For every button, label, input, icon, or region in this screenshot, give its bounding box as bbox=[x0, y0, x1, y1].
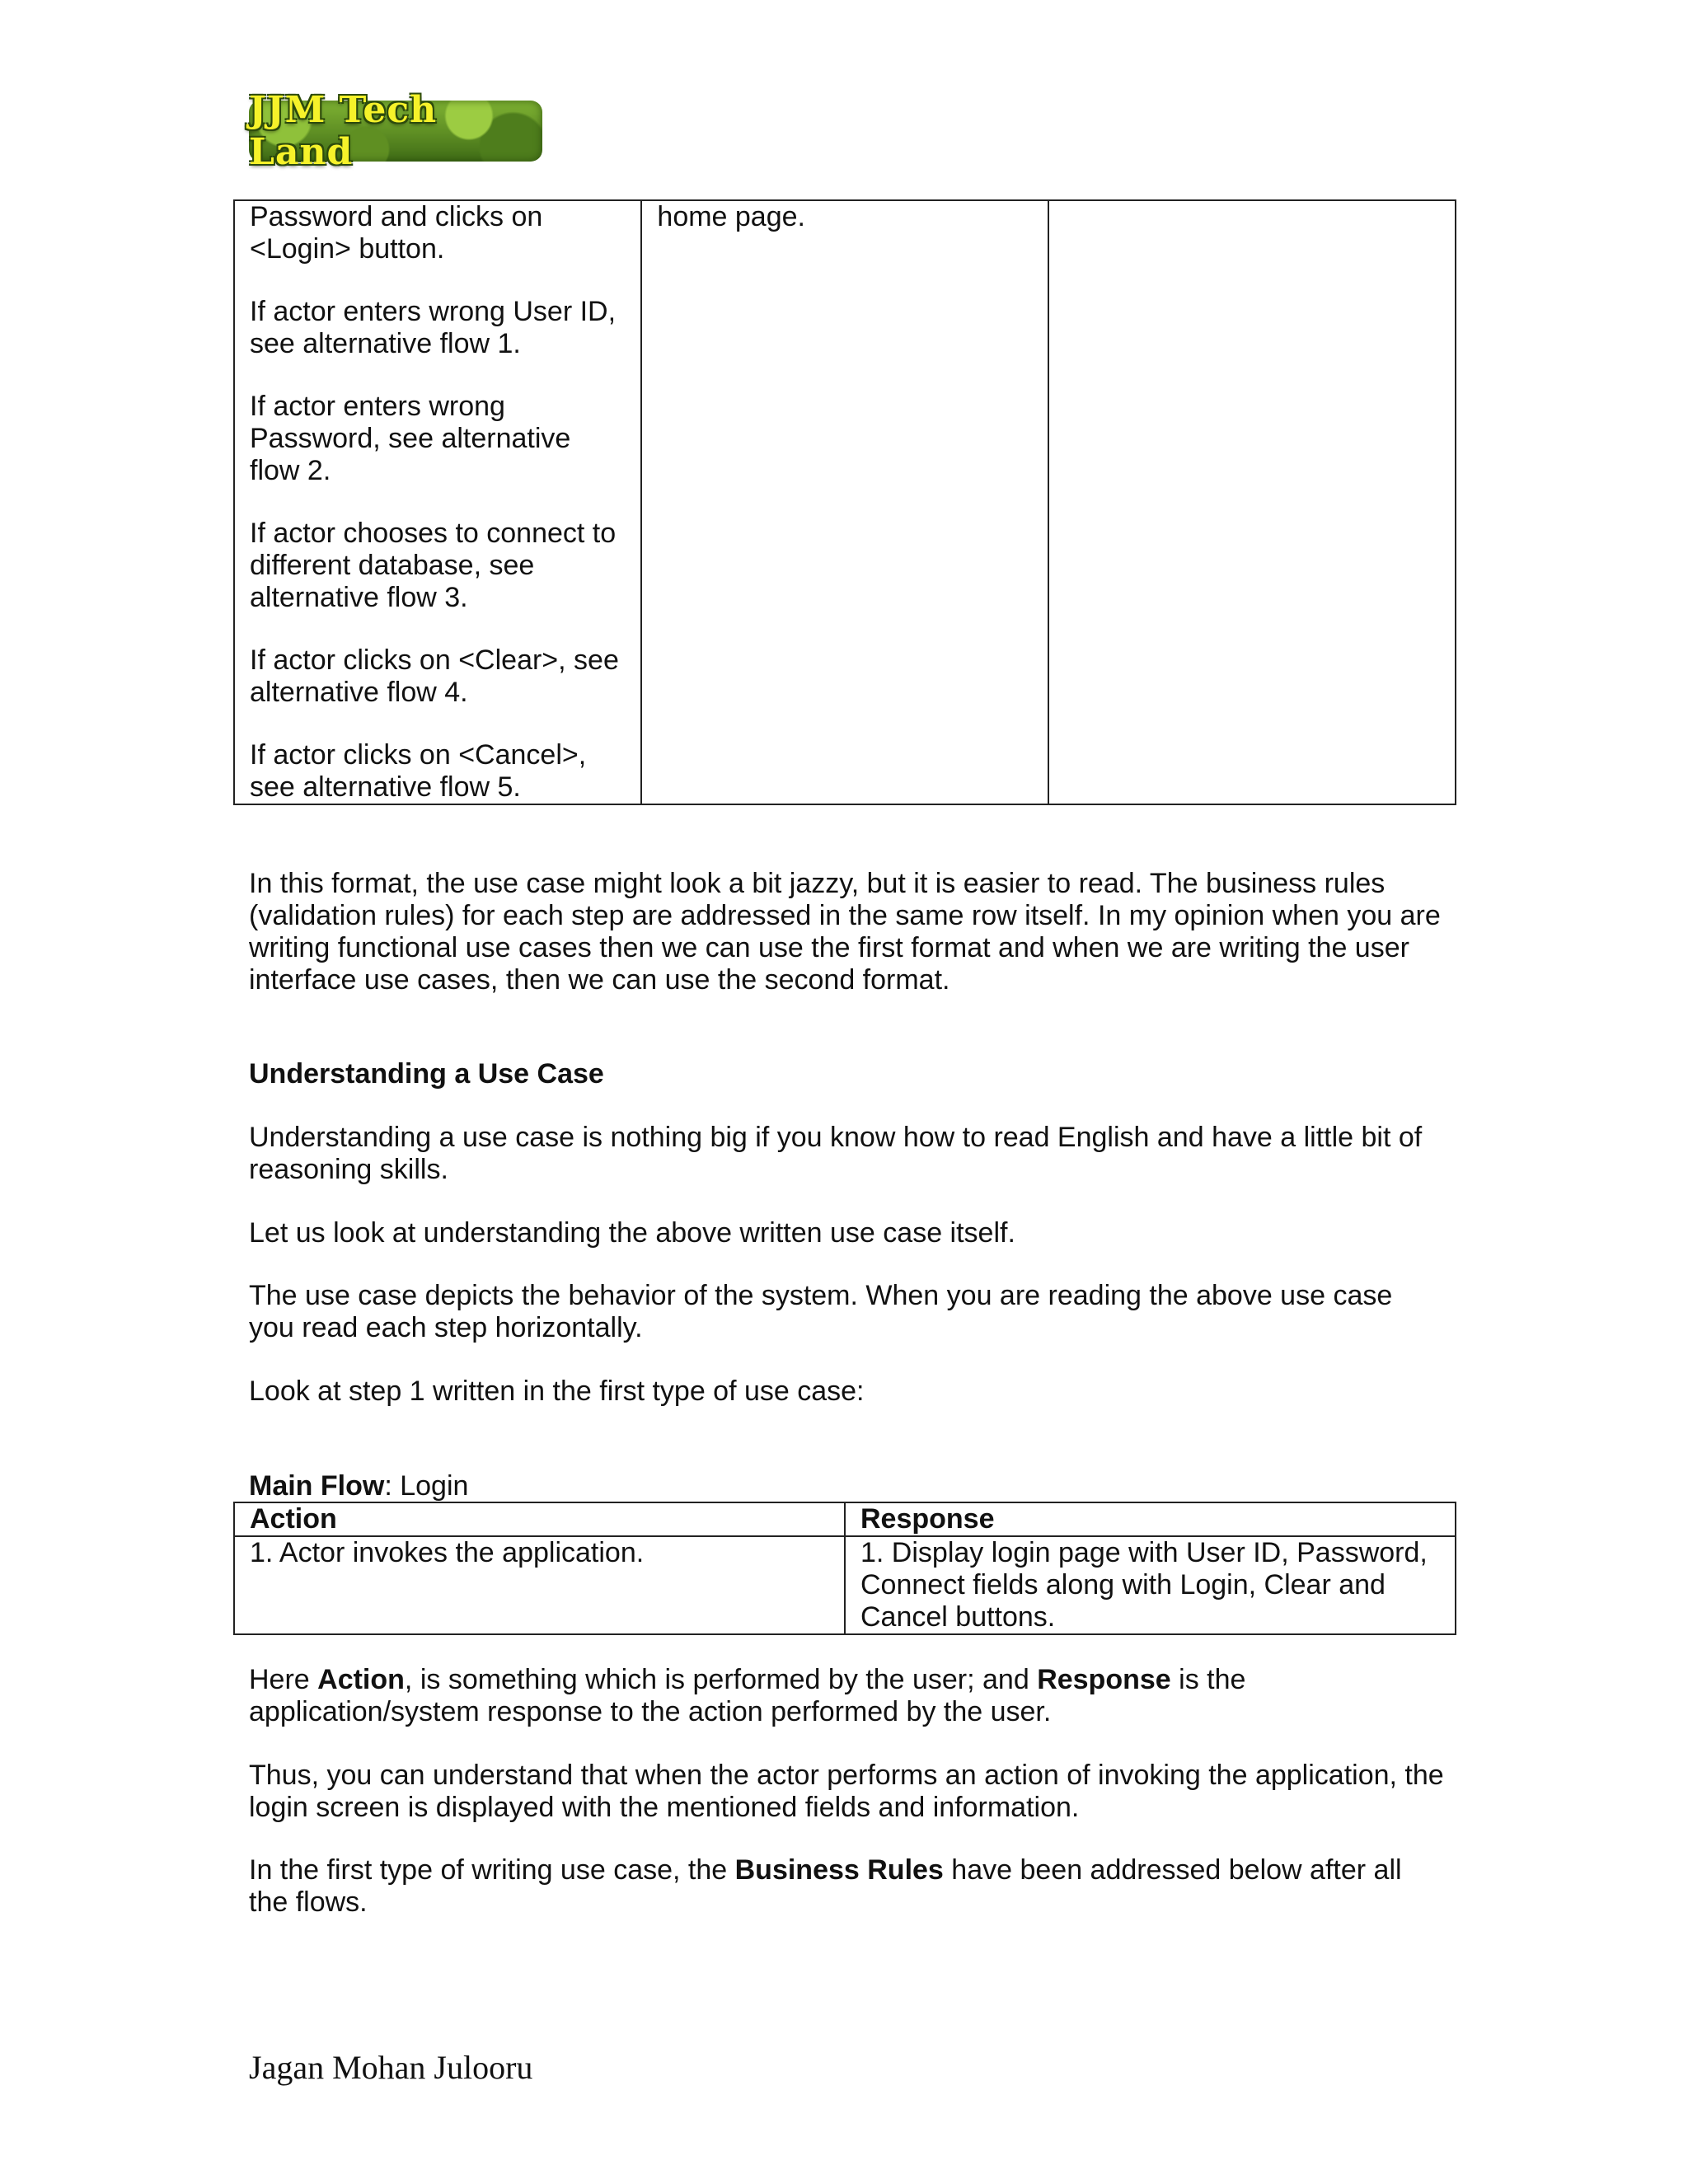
main-flow-label: Main Flow bbox=[249, 1470, 385, 1502]
step-text: If actor chooses to connect to different database, see alternative flow 3. bbox=[250, 518, 617, 613]
step-text: If actor clicks on <Cancel>, see alternative flow 5. bbox=[250, 739, 587, 803]
response-text: home page. bbox=[657, 201, 805, 232]
paragraph-depicts: The use case depicts the behavior of the system. When you are reading the above use case you read each step horizontally. bbox=[249, 1280, 1393, 1343]
table-cell-steps bbox=[234, 200, 641, 804]
main-flow-value: : Login bbox=[384, 1470, 469, 1502]
text-run: In the first type of writing use case, the bbox=[249, 1854, 735, 1886]
text-run: have been addressed below after all the flows. bbox=[249, 1854, 1402, 1918]
paragraph-first-type bbox=[249, 1854, 1444, 1919]
paragraph-let-us: Let us look at understanding the above written use case itself. bbox=[249, 1217, 1015, 1249]
table-row bbox=[234, 200, 1456, 804]
section-heading: Understanding a Use Case bbox=[249, 1058, 604, 1090]
paragraph-thus: Thus, you can understand that when the actor performs an action of invoking the application, the login screen is displayed with the mentioned fields and information. bbox=[249, 1760, 1444, 1823]
table-header-row bbox=[234, 1502, 1456, 1536]
paragraph-understanding: Understanding a use case is nothing big if you know how to read English and have a little bit of reasoning skills. bbox=[249, 1122, 1423, 1185]
table-row bbox=[234, 1536, 1456, 1634]
paragraph-format: In this format, the use case might look a bit jazzy, but it is easier to read. The business rules (validation rules) for each step are addressed in the same row itself. In my opinion when you are writing functional use cases then we can use the first format and when we are writing the user interface use cases, then we can use the second format. bbox=[249, 868, 1441, 996]
step-text: If actor clicks on <Clear>, see alternative flow 4. bbox=[250, 644, 619, 708]
step-text: If actor enters wrong Password, see alternative flow 2. bbox=[250, 391, 571, 486]
logo-text: JJM Tech Land bbox=[249, 89, 438, 173]
table-cell-rules bbox=[1048, 200, 1456, 804]
step-text: If actor enters wrong User ID, see alternative flow 1. bbox=[250, 296, 617, 359]
main-flow-table bbox=[233, 1502, 1456, 1635]
cell-response: 1. Display login page with User ID, Password, Connect fields along with Login, Clear and Cancel buttons. bbox=[845, 1536, 1456, 1634]
step-text: Password and clicks on <Login> button. bbox=[250, 201, 543, 265]
header-action: Action bbox=[234, 1502, 845, 1536]
bold-term-business-rules: Business Rules bbox=[734, 1854, 944, 1886]
paragraph-look-step: Look at step 1 written in the first type of use case: bbox=[249, 1376, 865, 1407]
bold-term-action: Action bbox=[317, 1664, 405, 1695]
text-run: is the application/system response to the action performed by the user. bbox=[249, 1664, 1246, 1727]
table-cell-response bbox=[641, 200, 1048, 804]
text-run: , is something which is performed by the user; and bbox=[404, 1664, 1038, 1695]
cell-action: 1. Actor invokes the application. bbox=[234, 1536, 845, 1634]
bold-term-response: Response bbox=[1037, 1664, 1171, 1695]
logo bbox=[249, 89, 542, 173]
paragraph-here bbox=[249, 1664, 1444, 1728]
use-case-table-continued bbox=[233, 199, 1456, 805]
header-response: Response bbox=[845, 1502, 1456, 1536]
text-run: Here bbox=[249, 1664, 318, 1695]
footer-author: Jagan Mohan Julooru bbox=[249, 2049, 533, 2086]
main-flow-caption bbox=[249, 1470, 1444, 1502]
